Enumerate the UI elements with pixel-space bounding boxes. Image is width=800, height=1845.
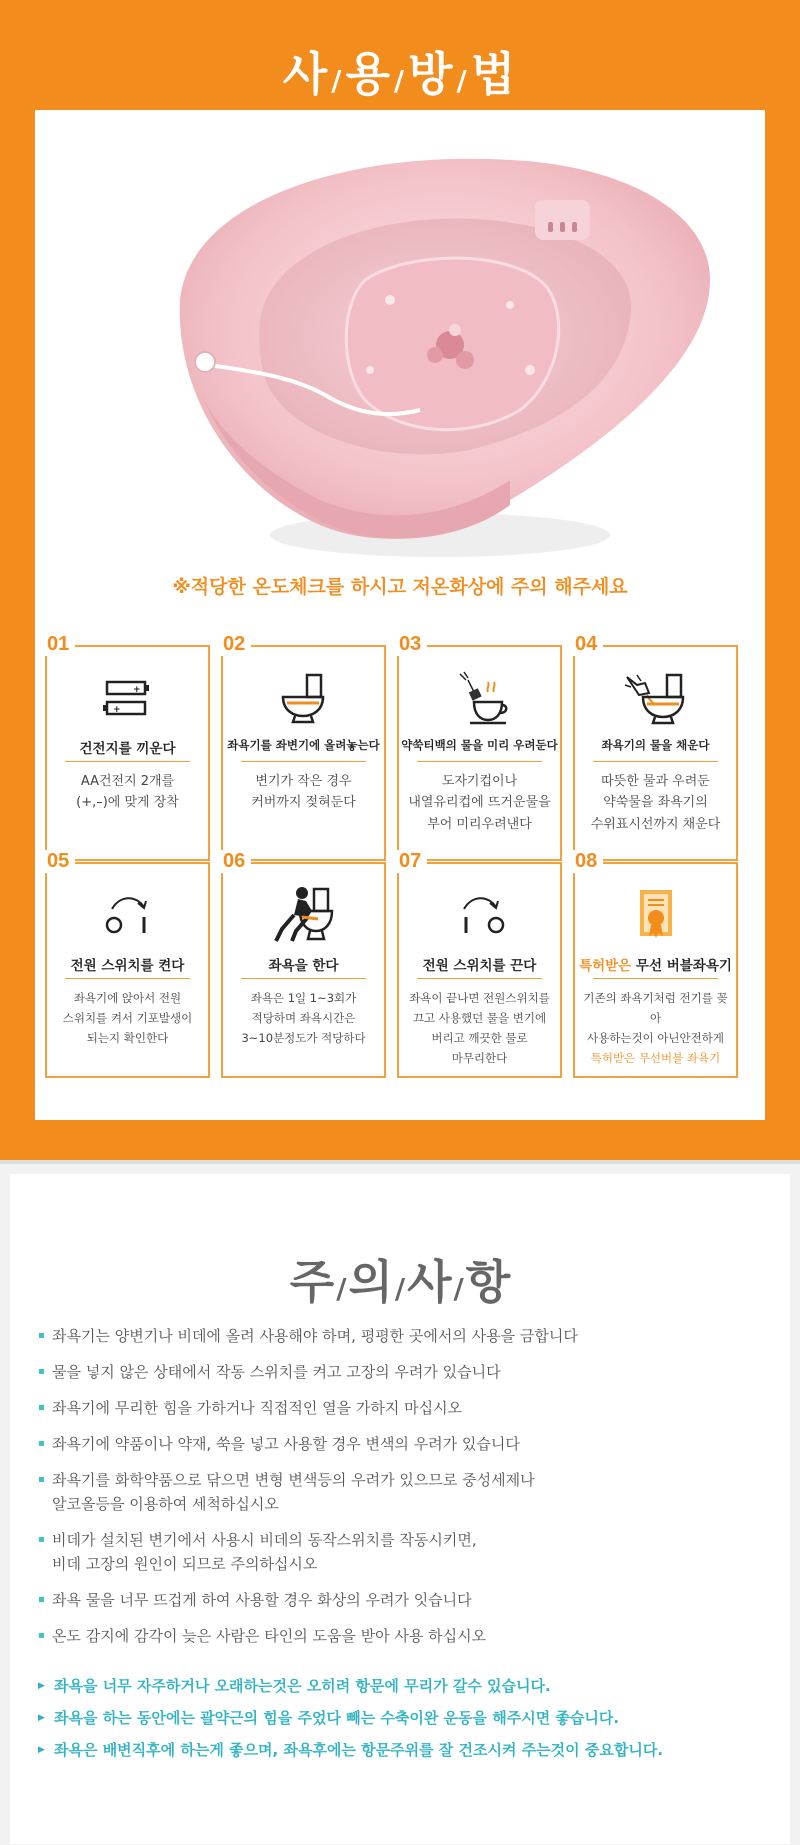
caution-item: ▪ 좌욕 물을 너무 뜨겁게 하여 사용할 경우 화상의 우려가 잇습니다 xyxy=(38,1588,778,1612)
usage-title xyxy=(0,38,800,104)
caution-item: ▪ 좌욕기는 양변기나 비데에 올려 사용해야 하며, 평평한 곳에서의 사용을 금합니다 xyxy=(38,1324,778,1348)
title-char: 사 xyxy=(282,47,330,101)
title-separator: / xyxy=(393,64,407,97)
title-char: 법 xyxy=(470,47,518,101)
patent-certificate-icon xyxy=(575,884,736,946)
svg-text:+: + xyxy=(112,705,121,715)
temperature-notice: ※적당한 온도체크를 하시고 저온화상에 주의 해주세요 xyxy=(172,576,628,598)
step-title: 전원 스위치를 끈다 xyxy=(422,958,537,974)
title-separator: / xyxy=(456,64,469,97)
step-title: 좌욕기를 좌변기에 올려놓는다 xyxy=(227,738,380,752)
title-separator: / xyxy=(331,64,344,97)
step-description: 좌욕기에 앉아서 전원 스위치를 켜서 기포발생이 되는지 확인한다 xyxy=(62,991,193,1046)
step-description: 따뜻한 물과 우려둔 약쑥물을 좌욕기의 수위표시선까지 채운다 xyxy=(590,774,721,832)
divider xyxy=(241,978,366,979)
caution-item: ▪ 좌욕기를 화학약품으로 닦으면 변형 변색등의 우려가 있으므로 중성세제나 알코올등을 이용하여 세척하십시오 xyxy=(38,1468,778,1516)
step-description: 좌욕은 1일 1~3회가 적당하며 좌욕시간은 3~10분정도가 적당하다 xyxy=(241,991,366,1046)
step-card-08 xyxy=(573,850,738,1078)
step-card-06 xyxy=(221,850,386,1078)
step-number: 03 xyxy=(399,633,422,655)
step-description: 도자기컵이나 내열유리컵에 뜨거운물을 부어 미리우려낸다 xyxy=(408,774,551,832)
tip-item: ▶ 좌욕을 너무 자주하거나 오래하는것은 오히려 항문에 무리가 갈수 있습니다. xyxy=(38,1674,778,1698)
divider xyxy=(593,761,718,762)
pour-water-toilet-icon xyxy=(575,667,736,729)
divider xyxy=(417,978,542,979)
step-card-01 xyxy=(45,633,210,861)
step-card-02 xyxy=(221,633,386,861)
caution-item: ▪ 온도 감지에 감각이 늦은 사람은 타인의 도움을 받아 사용 하십시오 xyxy=(38,1624,778,1648)
divider xyxy=(241,761,366,762)
tip-item: ▶ 좌욕은 배변직후에 하는게 좋으며, 좌욕후에는 항문주위를 잘 건조시켜 주는것이 중요합니다. xyxy=(38,1738,778,1762)
caution-item: ▪ 비데가 설치된 변기에서 사용시 비데의 동작스위치를 작동시키면, 비데 고장의 원인이 되므로 주의하십시오 xyxy=(38,1528,778,1576)
tip-item: ▶ 좌욕을 하는 동안에는 괄약근의 힘을 주었다 빼는 수축이완 운동을 해주시면 좋습니다. xyxy=(38,1706,778,1730)
divider xyxy=(593,978,718,979)
step-card-05 xyxy=(45,850,210,1078)
step-number: 04 xyxy=(575,633,598,655)
caution-list xyxy=(38,1324,778,1660)
sitz-bath-image xyxy=(150,140,750,590)
switch-off-icon xyxy=(399,884,560,946)
step-card-03 xyxy=(397,633,562,861)
step-card-04 xyxy=(573,633,738,861)
svg-text:+: + xyxy=(132,685,141,695)
step-number: 06 xyxy=(223,850,246,872)
person-sitting-icon xyxy=(223,884,384,946)
battery-icon xyxy=(47,667,208,729)
title-char: 용 xyxy=(345,47,392,101)
step-description: 변기가 작은 경우 커버까지 젖혀둔다 xyxy=(251,774,356,811)
step-title: 약쑥티백의 물을 미리 우려둔다 xyxy=(401,738,558,752)
divider xyxy=(417,761,542,762)
toilet-icon xyxy=(223,667,384,729)
step-title: 전원 스위치를 켠다 xyxy=(70,958,185,974)
step-title: 건전지를 끼운다 xyxy=(79,741,176,757)
step-number: 07 xyxy=(399,850,422,872)
caution-item: ▪ 좌욕기에 무리한 힘을 가하거나 직접적인 열을 가하지 마십시오 xyxy=(38,1396,778,1420)
step-number: 01 xyxy=(47,633,70,655)
title-char: 방 xyxy=(408,47,455,101)
caution-item: ▪ 물을 넣지 않은 상태에서 작동 스위치를 켜고 고장의 우려가 있습니다 xyxy=(38,1360,778,1384)
usage-panel xyxy=(35,110,765,1120)
divider xyxy=(65,978,190,979)
step-number: 05 xyxy=(47,850,70,872)
step-number: 02 xyxy=(223,633,246,655)
step-title: 좌욕을 한다 xyxy=(268,958,339,974)
step-description: AA건전지 2개를 (+,–)에 맞게 장착 xyxy=(76,774,179,811)
step-title: 좌욕기의 물을 채운다 xyxy=(601,738,710,752)
divider xyxy=(65,761,190,762)
tip-list xyxy=(38,1674,778,1770)
step-description: 좌욕이 끝나면 전원스위치를 끄고 사용했던 물을 변기에 버리고 깨끗한 물로 마무리한다 xyxy=(409,991,550,1066)
caution-section xyxy=(0,1160,800,1845)
step-description: 기존의 좌욕기처럼 전기를 꽂아 사용하는것이 아닌안전하게 특허받은 무선버블 좌욕기 xyxy=(583,991,728,1066)
switch-on-icon xyxy=(47,884,208,946)
caution-panel xyxy=(10,1174,790,1844)
caution-title: 주/의/사/항 xyxy=(289,1255,511,1309)
tea-cup-icon xyxy=(399,667,560,729)
step-card-07 xyxy=(397,850,562,1078)
caution-item: ▪ 좌욕기에 약품이나 약재, 쑥을 넣고 사용할 경우 변색의 우려가 있습니다 xyxy=(38,1432,778,1456)
step-number: 08 xyxy=(575,850,598,872)
step-title: 특허받은 무선 버블좌욕기 xyxy=(579,958,732,974)
